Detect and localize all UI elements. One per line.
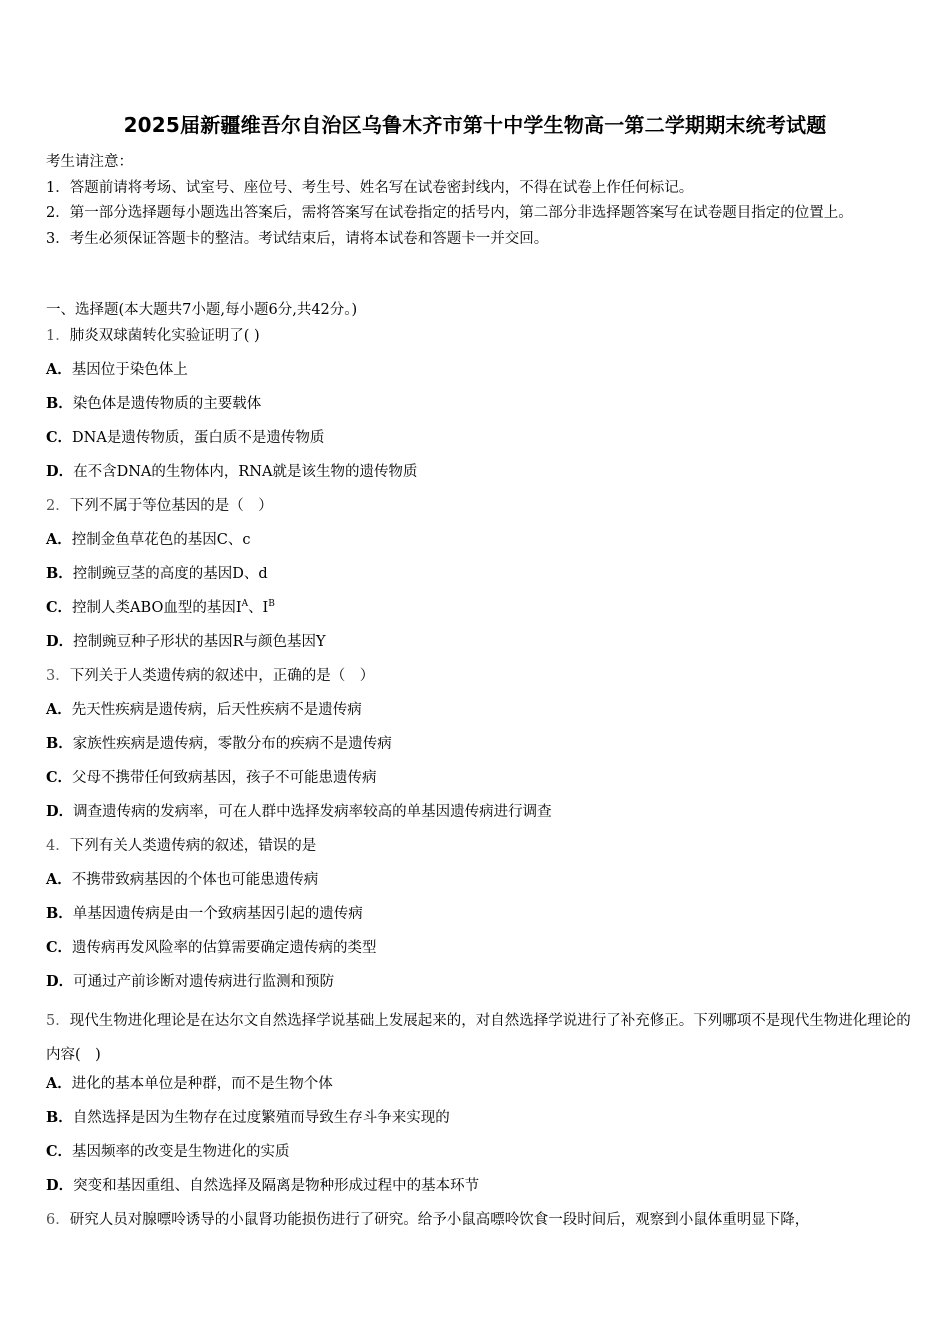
option-text: 自然选择是因为生物存在过度繁殖而导致生存斗争来实现的: [72, 1110, 450, 1126]
question-text: 研究人员对腺嘌呤诱导的小鼠肾功能损伤进行了研究。给予小鼠高嘌呤饮食一段时间后，观察到小鼠体重明显下降，: [69, 1212, 810, 1228]
question-text: 下列有关人类遗传病的叙述，错误的是: [69, 838, 317, 854]
option-text: 调查遗传病的发病率，可在人群中选择发病率较高的单基因遗传病进行调查: [73, 804, 552, 820]
option-letter: C．: [46, 599, 73, 616]
question-stem: [46, 1208, 916, 1242]
option-row: [46, 1106, 916, 1140]
option-letter: A．: [46, 531, 72, 548]
option-letter: D．: [46, 973, 74, 990]
option-row: [46, 766, 916, 800]
option-row: [46, 358, 916, 392]
option-letter: B．: [46, 395, 73, 412]
option-row: [46, 426, 916, 460]
option-row: [46, 460, 916, 494]
option-letter: D．: [46, 633, 74, 650]
option-row: [46, 1140, 916, 1174]
question-stem: [46, 664, 916, 698]
option-row: [46, 392, 916, 426]
option-text: 基因位于染色体上: [71, 362, 188, 378]
notice-heading: 考生请注意：: [46, 154, 133, 170]
option-row: [46, 562, 916, 596]
question-stem: [46, 1004, 916, 1072]
option-row: [46, 698, 916, 732]
option-letter: A．: [46, 361, 72, 378]
option-row: [46, 902, 916, 936]
question-number: 4．: [46, 838, 70, 854]
option-text: 控制豌豆种子形状的基因R与颜色基因Y: [73, 634, 326, 650]
option-letter: D．: [46, 463, 74, 480]
option-text: 突变和基因重组、自然选择及隔离是物种形成过程中的基本环节: [73, 1178, 480, 1194]
question-stem: [46, 494, 916, 528]
question-text: 肺炎双球菌转化实验证明了( ): [69, 328, 260, 344]
option-text: 父母不携带任何致病基因，孩子不可能患遗传病: [72, 770, 377, 786]
option-text: 不携带致病基因的个体也可能患遗传病: [71, 872, 319, 888]
superscript-a: A: [241, 599, 249, 610]
superscript-b: B: [268, 599, 275, 610]
option-letter: C．: [46, 429, 73, 446]
option-letter: C．: [46, 939, 73, 956]
option-letter: B．: [46, 1109, 73, 1126]
option-row: [46, 732, 916, 766]
option-text: 染色体是遗传物质的主要载体: [72, 396, 262, 412]
question-stem: [46, 834, 916, 868]
option-text: 控制豌豆茎的高度的基因D、d: [72, 566, 268, 582]
option-text: 可通过产前诊断对遗传病进行监测和预防: [73, 974, 335, 990]
notice-item: 3．考生必须保证答题卡的整洁。考试结束后，请将本试卷和答题卡一并交回。: [46, 230, 549, 247]
option-text: 单基因遗传病是由一个致病基因引起的遗传病: [72, 906, 363, 922]
notice-item: 2．第一部分选择题每小题选出答案后，需将答案写在试卷指定的括号内，第二部分非选择题答案写在试卷题目指定的位置上。: [46, 205, 853, 221]
option-text: 基因频率的改变是生物进化的实质: [72, 1144, 290, 1160]
option-row: [46, 1174, 916, 1208]
question-stem: [46, 324, 916, 358]
option-text: 在不含DNA的生物体内，RNA就是该生物的遗传物质: [73, 464, 418, 480]
option-row: [46, 970, 916, 1004]
notice-block: [46, 150, 906, 252]
option-text: 控制人类ABO血型的基因I: [72, 600, 242, 616]
option-letter: A．: [46, 1075, 72, 1092]
section-heading: 一、选择题(本大题共7小题,每小题6分,共42分。): [46, 302, 358, 318]
question-list: [46, 324, 916, 1242]
page-title: 2025届新疆维吾尔自治区乌鲁木齐市第十中学生物高一第二学期期末统考试题: [123, 113, 827, 137]
option-letter: C．: [46, 769, 73, 786]
question-number: 5．: [46, 1013, 70, 1029]
option-row: [46, 936, 916, 970]
question-number: 1．: [46, 328, 70, 344]
option-row: [46, 596, 916, 630]
option-row: [46, 868, 916, 902]
option-text-cont: 、I: [248, 600, 269, 616]
question-number: 6．: [46, 1212, 70, 1228]
question-text: 下列不属于等位基因的是（ ）: [69, 498, 273, 514]
question-text: 下列关于人类遗传病的叙述中，正确的是（ ）: [69, 668, 375, 684]
option-text: 遗传病再发风险率的估算需要确定遗传病的类型: [72, 940, 377, 956]
option-text: 控制金鱼草花色的基因C、c: [71, 532, 251, 548]
notice-item: 1．答题前请将考场、试室号、座位号、考生号、姓名写在试卷密封线内，不得在试卷上作任何标记。: [46, 179, 694, 196]
question-text: 现代生物进化理论是在达尔文自然选择学说基础上发展起来的，对自然选择学说进行了补充修正。下列哪项不是现代生物进化理论的内容( ): [46, 1013, 911, 1063]
option-letter: A．: [46, 701, 72, 718]
option-text: DNA是遗传物质，蛋白质不是遗传物质: [72, 430, 325, 446]
option-letter: D．: [46, 803, 74, 820]
option-letter: B．: [46, 905, 73, 922]
question-number: 3．: [46, 668, 70, 684]
option-letter: B．: [46, 565, 73, 582]
option-row: [46, 528, 916, 562]
option-row: [46, 630, 916, 664]
option-text: 家族性疾病是遗传病，零散分布的疾病不是遗传病: [72, 736, 392, 752]
option-letter: A．: [46, 871, 72, 888]
option-text: 先天性疾病是遗传病，后天性疾病不是遗传病: [71, 702, 362, 718]
option-letter: B．: [46, 735, 73, 752]
option-row: [46, 800, 916, 834]
question-number: 2．: [46, 498, 70, 514]
option-row: [46, 1072, 916, 1106]
option-letter: C．: [46, 1143, 73, 1160]
option-text: 进化的基本单位是种群，而不是生物个体: [71, 1076, 333, 1092]
option-letter: D．: [46, 1177, 74, 1194]
